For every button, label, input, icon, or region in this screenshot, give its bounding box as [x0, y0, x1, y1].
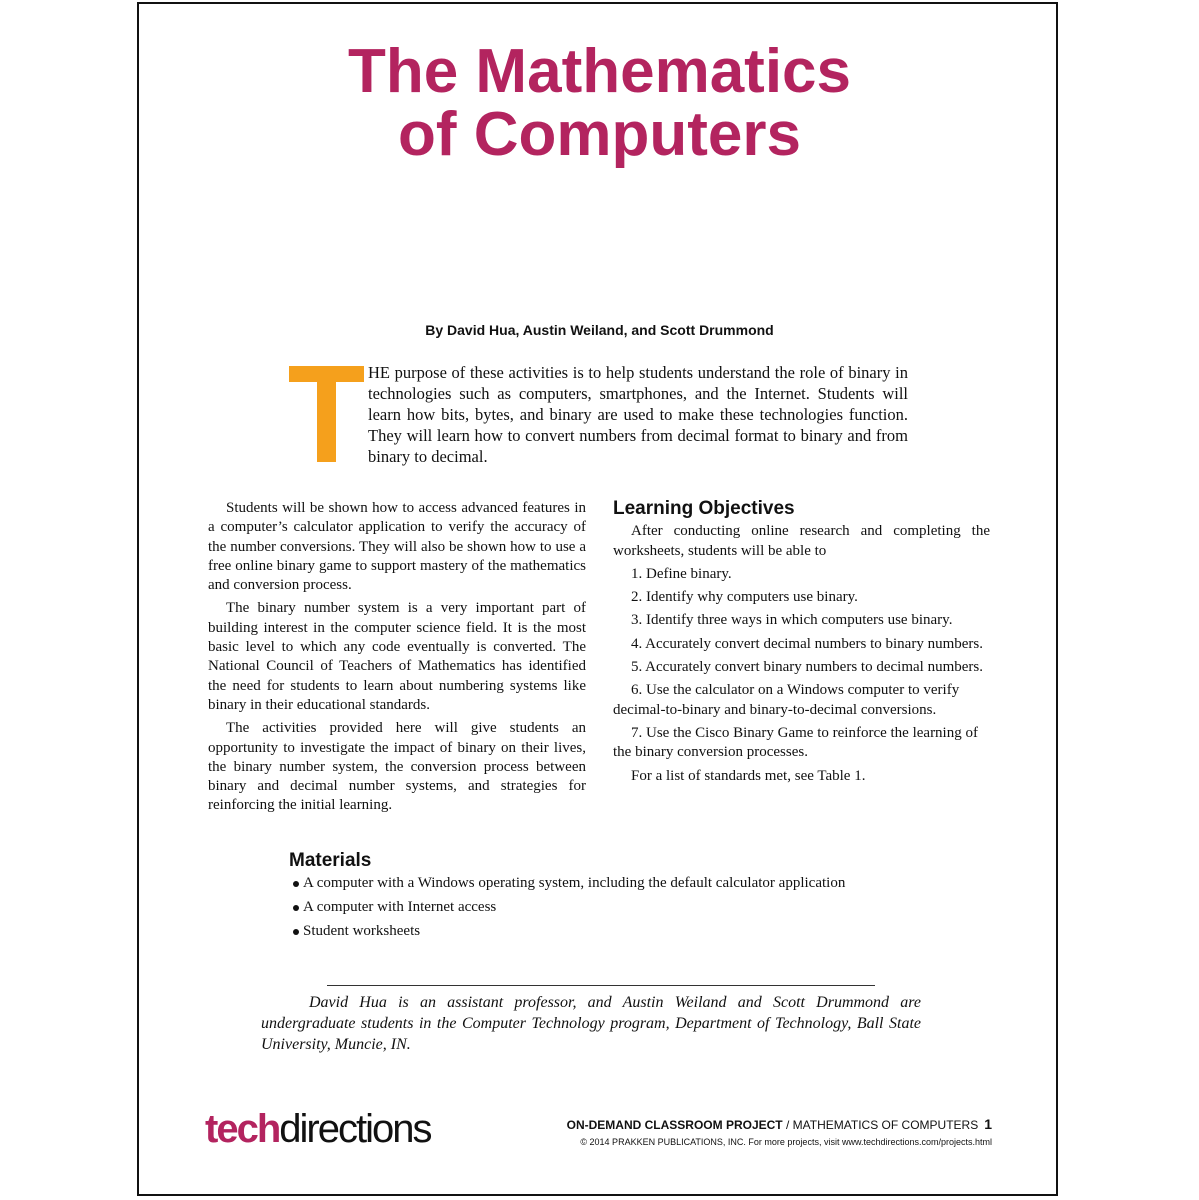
objective-item: 5. Accurately convert binary numbers to decimal numbers.	[631, 659, 983, 676]
drop-cap-t	[289, 366, 364, 462]
objectives-closing: For a list of standards met, see Table 1.	[631, 767, 866, 784]
footer-topic: MATHEMATICS OF COMPUTERS	[792, 1118, 979, 1132]
bio-divider	[327, 985, 875, 986]
footer-copyright: © 2014 PRAKKEN PUBLICATIONS, INC. For more projects, visit www.techdirections.com/projects.html	[580, 1137, 992, 1147]
footer-series: ON-DEMAND CLASSROOM PROJECT	[566, 1118, 783, 1132]
materials-item	[293, 898, 989, 917]
left-column	[208, 499, 586, 820]
objectives-lead: After conducting online research and completing the worksheets, students will be able to	[613, 523, 990, 559]
author-bio: David Hua is an assistant professor, and Austin Weiland and Scott Drummond are undergraduate students in the Computer Technology program, Department of Technology, Ball State University, Muncie, IN.	[261, 994, 921, 1053]
learning-objectives-section	[613, 499, 990, 790]
title-line-2: of Computers	[398, 100, 801, 169]
materials-item-text: Student worksheets	[303, 923, 421, 939]
objective-item: 2. Identify why computers use binary.	[631, 589, 858, 606]
footer-title-line	[560, 1116, 992, 1133]
bullet-icon	[293, 905, 299, 911]
materials-section	[289, 851, 989, 946]
bullet-icon	[293, 881, 299, 887]
learning-objectives-heading: Learning Objectives	[613, 498, 795, 519]
materials-item-text: A computer with Internet access	[303, 899, 497, 915]
left-paragraph-1: Students will be shown how to access advanced features in a computer’s calculator application to verify the accuracy of the number conversions. They will also be shown how to use a free online binary game to support mastery of the mathematics and conversion process.	[208, 500, 586, 594]
title-line-1: The Mathematics	[347, 37, 852, 106]
objective-item: 6. Use the calculator on a Windows computer to verify decimal-to-binary and binary-to-decimal conversions.	[613, 682, 960, 718]
bullet-icon	[293, 929, 299, 935]
objective-item: 3. Identify three ways in which computers use binary.	[631, 612, 953, 629]
materials-item-text: A computer with a Windows operating system, including the default calculator application	[303, 875, 846, 891]
materials-item	[293, 922, 989, 941]
objective-item: 4. Accurately convert decimal numbers to binary numbers.	[631, 635, 983, 652]
byline: By David Hua, Austin Weiland, and Scott Drummond	[425, 322, 774, 338]
left-paragraph-3: The activities provided here will give students an opportunity to investigate the impact of binary on their lives, the binary number system, the conversion process between binary and decimal number systems, and strategies for reinforcing the initial learning.	[208, 720, 586, 814]
page-footer	[560, 1116, 992, 1149]
intro-paragraph: HE purpose of these activities is to help students understand the role of binary in technologies such as computers, smartphones, and the Internet. Students will learn how bits, bytes, and binary are used to make these technologies function. They will learn how to convert numbers from decimal format to binary and from binary to decimal.	[368, 363, 908, 466]
page-number: 1	[984, 1116, 992, 1132]
logo-tech: tech	[205, 1107, 280, 1151]
left-paragraph-2: The binary number system is a very important part of building interest in the computer science field. It is the most basic level to which any code eventually is converted. The National Council of Teachers of Mathematics has identified the need for students to learn about numbering systems like binary in their educational standards.	[208, 600, 586, 713]
footer-separator: /	[782, 1118, 793, 1132]
objective-item: 1. Define binary.	[631, 565, 732, 582]
techdirections-logo	[205, 1106, 430, 1152]
logo-directions: directions	[279, 1107, 431, 1151]
article-title	[0, 37, 1199, 169]
materials-item	[293, 874, 989, 893]
objectives-list	[613, 565, 990, 763]
materials-list	[289, 874, 989, 941]
materials-heading: Materials	[289, 850, 372, 871]
objective-item: 7. Use the Cisco Binary Game to reinforce the learning of the binary conversion processes.	[613, 724, 978, 761]
